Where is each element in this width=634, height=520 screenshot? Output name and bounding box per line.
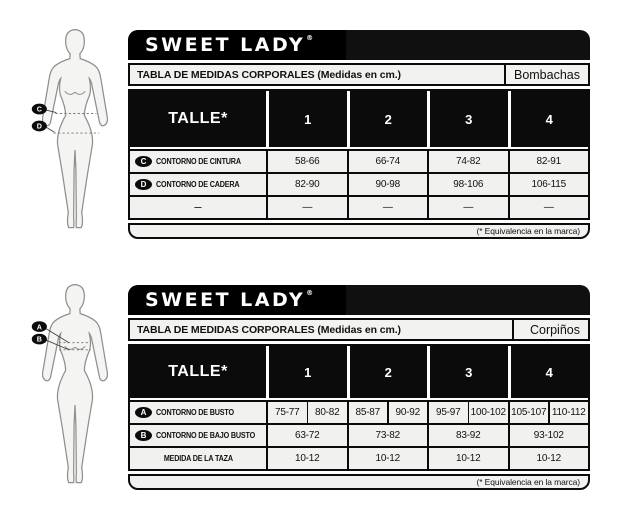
value-cell: — <box>268 197 347 218</box>
value-cell: 10-12 <box>429 448 508 469</box>
value-cell: 10-12 <box>510 448 589 469</box>
marker-badge-c <box>32 104 47 115</box>
table-subtitle-bar <box>128 318 590 341</box>
size-column-header-1: 1 <box>269 91 347 147</box>
value-cell: 90-98 <box>349 174 428 195</box>
trademark-symbol: ® <box>306 289 316 297</box>
table-row-busto <box>130 402 588 423</box>
value-cell: — <box>510 197 589 218</box>
value-cell: 75-77 <box>268 402 307 423</box>
category-label: Corpiños <box>529 322 580 337</box>
footnote-text: (* Equivalencia en la marca) <box>476 226 580 236</box>
row-label: MEDIDA DE LA TAZA <box>163 454 233 463</box>
value-cell: 82-91 <box>510 151 589 172</box>
row-badge-c: C <box>135 156 152 167</box>
value-cell: 58-66 <box>268 151 347 172</box>
size-column-header-4: 4 <box>511 91 589 147</box>
female-silhouette-corpinos <box>27 282 123 496</box>
size-column-header-4: 4 <box>511 346 589 398</box>
category-box <box>504 65 588 84</box>
svg-text:C: C <box>36 105 42 114</box>
measurement-rows <box>130 147 588 218</box>
row-badge-b: B <box>135 430 152 441</box>
marker-badge-a <box>32 321 47 332</box>
row-badge-a: A <box>135 407 152 418</box>
row-label-cell <box>130 402 266 423</box>
row-label: CONTORNO DE CINTURA <box>156 157 241 166</box>
footnote-bar <box>128 474 590 490</box>
brand-logo: SWEET LADY® <box>145 34 316 56</box>
value-cell-split <box>268 402 347 423</box>
size-table-corpinos <box>128 285 590 490</box>
value-cell: 10-12 <box>268 448 347 469</box>
value-cell: 95-97 <box>429 402 468 423</box>
size-header-row <box>130 346 588 398</box>
svg-text:D: D <box>36 122 42 131</box>
row-label: CONTORNO DE BUSTO <box>156 408 234 417</box>
svg-text:A: A <box>36 323 42 332</box>
female-silhouette-icon <box>27 282 123 496</box>
row-label-cell <box>130 151 266 172</box>
value-cell: 93-102 <box>510 425 589 446</box>
value-cell-split <box>349 402 428 423</box>
value-cell: 85-87 <box>349 402 388 423</box>
table-row-empty <box>130 197 588 218</box>
size-column-header-3: 3 <box>430 91 508 147</box>
marker-badge-d <box>32 121 47 132</box>
svg-text:B: B <box>36 335 42 344</box>
value-cell: 110-112 <box>550 402 589 423</box>
measurements-table <box>128 89 590 220</box>
brand-logo-box <box>128 285 346 315</box>
value-cell: 83-92 <box>429 425 508 446</box>
brand-logo-bar <box>128 30 590 60</box>
measurement-rows <box>130 398 588 469</box>
size-column-header-2: 2 <box>350 346 428 398</box>
footnote-text: (* Equivalencia en la marca) <box>476 477 580 487</box>
row-badge-d: D <box>135 179 152 190</box>
size-header-cell: TALLE* <box>130 91 266 147</box>
table-row-cintura <box>130 151 588 172</box>
brand-logo-bar <box>128 285 590 315</box>
table-title: TABLA DE MEDIDAS CORPORALES (Medidas en cm.) <box>137 68 401 81</box>
table-row-bajo-busto <box>130 425 588 446</box>
size-column-header-3: 3 <box>430 346 508 398</box>
size-header-cell: TALLE* <box>130 346 266 398</box>
value-cell: 63-72 <box>268 425 347 446</box>
row-label-cell <box>130 174 266 195</box>
row-label: CONTORNO DE BAJO BUSTO <box>156 431 255 440</box>
value-cell: 100-102 <box>469 402 508 423</box>
brand-logo-box <box>128 30 346 60</box>
row-label: CONTORNO DE CADERA <box>156 180 240 189</box>
value-cell: 73-82 <box>349 425 428 446</box>
value-cell-split <box>429 402 508 423</box>
value-cell: 98-106 <box>429 174 508 195</box>
brand-logo: SWEET LADY® <box>145 289 316 311</box>
measurements-table <box>128 344 590 471</box>
size-column-header-2: 2 <box>350 91 428 147</box>
value-cell: — <box>349 197 428 218</box>
female-silhouette-bombachas <box>27 27 123 241</box>
row-label-cell <box>130 197 266 218</box>
footnote-bar <box>128 223 590 239</box>
value-cell: 82-90 <box>268 174 347 195</box>
size-header-row <box>130 91 588 147</box>
row-label-cell <box>130 448 266 469</box>
category-label: Bombachas <box>513 67 580 82</box>
row-label: — <box>194 203 202 212</box>
value-cell: 74-82 <box>429 151 508 172</box>
value-cell: 80-82 <box>308 402 347 423</box>
value-cell-split <box>510 402 589 423</box>
value-cell: 66-74 <box>349 151 428 172</box>
value-cell: 105-107 <box>510 402 549 423</box>
marker-badge-b <box>32 334 47 345</box>
row-label-cell <box>130 425 266 446</box>
category-box <box>512 320 588 339</box>
size-table-bombachas <box>128 30 590 239</box>
size-column-header-1: 1 <box>269 346 347 398</box>
value-cell: 106-115 <box>510 174 589 195</box>
value-cell: — <box>429 197 508 218</box>
table-row-cadera <box>130 174 588 195</box>
value-cell: 90-92 <box>389 402 428 423</box>
table-row-taza <box>130 448 588 469</box>
value-cell: 10-12 <box>349 448 428 469</box>
trademark-symbol: ® <box>306 34 316 42</box>
female-silhouette-icon <box>27 27 123 241</box>
table-title: TABLA DE MEDIDAS CORPORALES (Medidas en cm.) <box>137 323 401 336</box>
table-subtitle-bar <box>128 63 590 86</box>
